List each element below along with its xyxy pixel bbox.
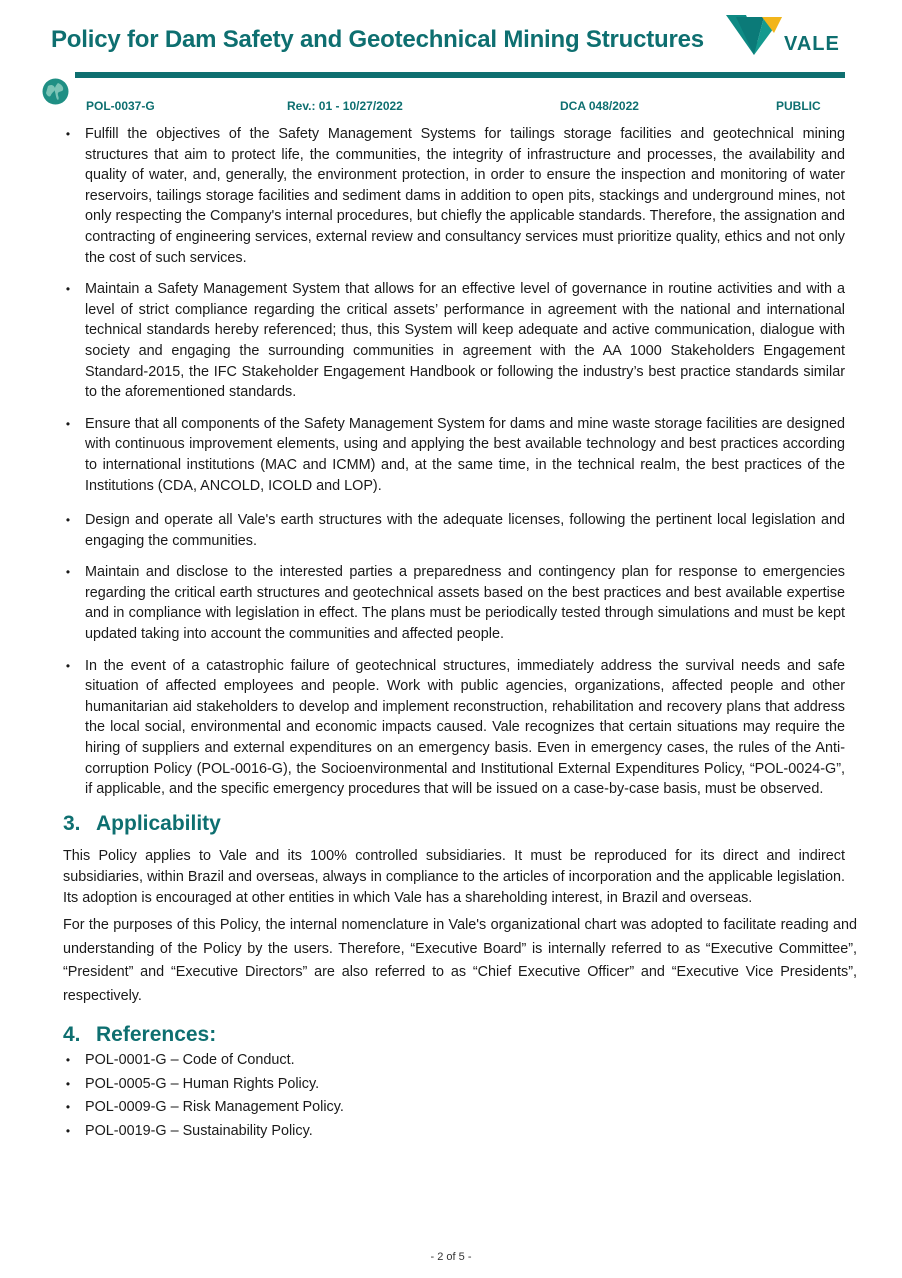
list-item: • Design and operate all Vale's earth structures with the adequate licenses, following the pertinent local legislation and engaging the communities. — [63, 510, 845, 551]
list-item: • Maintain and disclose to the interested parties a preparedness and contingency plan for response to emergencies regarding the critical earth structures and geotechnical assets based on the best practices and best available expertise and in compliance with legislation in effect. The plans must be periodically tested through simulations and must be kept updated taking into account the communities and affected people. — [63, 562, 845, 644]
reference-item: • POL-0005-G – Human Rights Policy. — [63, 1073, 857, 1097]
classification-label: PUBLIC — [776, 99, 821, 113]
bullet-icon: • — [65, 658, 71, 673]
list-item: • In the event of a catastrophic failure of geotechnical structures, immediately address the survival needs and safe situation of affected employees and people. Work with public agencies, organizations, affected people and other humanitarian aid stakeholders to develop and implement reconstruction, rehabilitation and recovery plans that address the local social, environmental and economic impacts caused. Vale recognizes that certain situations may require the hiring of suppliers and external expenditures on an emergency basis. Even in emergency cases, the rules of the Anti-corruption Policy (POL-0016-G), the Socioenvironmental and Institutional External Expenditures Policy, “POL-0024-G”, if applicable, and the specific emergency procedures that will be issued on a case-by-case basis, must be observed. — [63, 656, 845, 800]
bullet-icon: • — [65, 1100, 71, 1115]
reference-item: • POL-0019-G – Sustainability Policy. — [63, 1120, 857, 1144]
header-divider — [75, 72, 845, 78]
section-title: Applicability — [96, 811, 221, 835]
references-list — [63, 1049, 857, 1143]
globe-icon — [42, 78, 69, 105]
bullet-icon: • — [65, 282, 71, 297]
section-title: References: — [96, 1022, 217, 1046]
applicability-paragraph: This Policy applies to Vale and its 100% controlled subsidiaries. It must be reproduced for its direct and indirect subsidiaries, within Brazil and overseas, always in compliance to the articles of incorporation and the applicable legislation. Its adoption is encouraged at other entities in which Vale has a shareholding interest, in Brazil and overseas. — [63, 848, 845, 906]
document-title: Policy for Dam Safety and Geotechnical Mining Structures — [51, 26, 704, 53]
document-code: POL-0037-G — [86, 99, 155, 113]
section-number: 4. — [63, 1022, 81, 1046]
bullet-icon: • — [65, 416, 71, 431]
document-body — [63, 124, 857, 1144]
bullet-icon: • — [65, 513, 71, 528]
section-heading-applicability — [63, 811, 857, 835]
bullet-icon: • — [65, 127, 71, 141]
list-item: • Ensure that all components of the Safety Management System for dams and mine waste storage facilities are designed with continuous improvement elements, using and applying the best available technology and best practices according to international institutions (MAC and ICMM) and, at the same time, in the technical realm, the best practices of the Institutions (CDA, ANCOLD, ICOLD and LOP). — [63, 414, 845, 496]
page-number: - 2 of 5 - — [430, 1251, 472, 1263]
reference-item: • POL-0001-G – Code of Conduct. — [63, 1049, 857, 1073]
policy-principles-list — [63, 124, 857, 800]
list-item: • Fulfill the objectives of the Safety Management Systems for tailings storage facilities and geotechnical mining structures that aim to protect life, the communities, the integrity of infrastructure and processes, the availability and quality of water, and, generally, the environment protection, in order to ensure the inspection and monitoring of water reservoirs, tailings storage facilities and sediment dams in addition to open pits, stackings and underground mines, not only respecting the Company's internal procedures, but chiefly the applicable standards. Therefore, the assignation and contracting of engineering services, external review and consultancy services must prioritize quality, ethics and not only the cost of such services. — [63, 124, 845, 268]
reference-item: • POL-0009-G – Risk Management Policy. — [63, 1096, 857, 1120]
revision-info: Rev.: 01 - 10/27/2022 — [287, 99, 403, 113]
applicability-paragraph: For the purposes of this Policy, the internal nomenclature in Vale's organizational chart was adopted to facilitate reading and understanding of the Policy by the users. Therefore, “Executive Board” is internally referred to as “Executive Committee”, “President” and “Executive Directors” are also referred to as “Chief Executive Officer” and “Executive Vice Presidents”, respectively. — [63, 917, 857, 1004]
logo-wordmark: VALE — [784, 33, 840, 55]
section-heading-references — [63, 1022, 857, 1046]
bullet-icon: • — [65, 565, 71, 580]
bullet-icon: • — [65, 1123, 71, 1138]
section-number: 3. — [63, 811, 81, 835]
bullet-icon: • — [65, 1076, 71, 1091]
dca-number: DCA 048/2022 — [560, 99, 639, 113]
list-item: • Maintain a Safety Management System that allows for an effective level of governance in routine activities and with a level of strict compliance regarding the critical assets’ performance in agreement with the national and international technical standards hereby referenced; thus, this System will keep adequate and active communication, dialogue with society and engaging the surrounding communities in agreement with the AA 1000 Stakeholders Engagement Standard-2015, the IFC Stakeholder Engagement Handbook or following the industry’s best practice standards similar to the aforementioned standards. — [63, 279, 845, 403]
bullet-icon: • — [65, 1053, 71, 1068]
